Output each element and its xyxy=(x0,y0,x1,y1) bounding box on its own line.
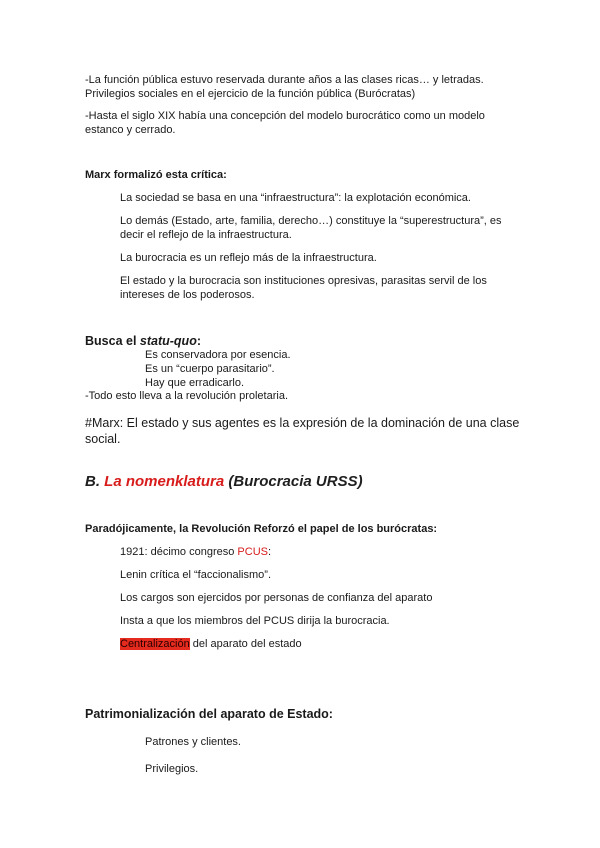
centralizacion-rest: del aparato del estado xyxy=(189,638,302,650)
marx-point-3: La burocracia es un reflejo más de la infraestructura. xyxy=(120,252,377,264)
statu-quo-title-prefix: Busca el xyxy=(85,334,140,348)
statu-quo-item-2: Es un “cuerpo parasitario”. xyxy=(145,363,275,375)
congress-suffix: : xyxy=(267,546,272,558)
congress-line xyxy=(120,545,271,559)
section-b-title-rest: (Burocracia URSS) xyxy=(228,473,363,490)
statu-quo-item-3: Hay que erradicarlo. xyxy=(145,377,245,389)
statu-quo-conclusion: -Todo esto lleva a la revolución proletaria. xyxy=(85,390,289,402)
marx-point-2a: Lo demás (Estado, arte, familia, derecho…) constituye la “superestructura”, es xyxy=(120,215,502,227)
centralizacion-line xyxy=(120,637,302,651)
centralizacion-highlight: Centralización xyxy=(120,638,190,650)
marx-point-1: La sociedad se basa en una “infraestructura”: la explotación económica. xyxy=(120,192,471,204)
marx-point-2b: decir el reflejo de la infraestructura. xyxy=(120,229,292,241)
marx-note-line-1: #Marx: El estado y sus agentes es la expresión de la dominación de una clase xyxy=(85,416,520,430)
patrimonializacion-item-2: Privilegios. xyxy=(145,763,199,775)
statu-quo-title xyxy=(85,333,201,349)
lenin-line: Lenin crítica el “faccionalismo”. xyxy=(120,569,272,581)
revolucion-title: Paradójicamente, la Revolución Reforzó el papel de los burócratas: xyxy=(85,523,438,535)
intro-line-1: -La función pública estuvo reservada durante años a las clases ricas… y letradas. xyxy=(85,74,484,86)
congress-party: PCUS xyxy=(237,546,268,558)
congress-prefix: 1921: décimo congreso xyxy=(120,546,238,558)
section-b-title-red: La nomenklatura xyxy=(104,473,225,490)
intro-line-2: Privilegios sociales en el ejercicio de la función pública (Burócratas) xyxy=(85,88,416,100)
intro-line-4: estanco y cerrado. xyxy=(85,124,176,136)
marx-point-4a: El estado y la burocracia son instituciones opresivas, parasitas servil de los xyxy=(120,275,487,287)
section-b-heading xyxy=(85,473,363,491)
marx-point-4b: intereses de los poderosos. xyxy=(120,289,255,301)
marx-note-line-2: social. xyxy=(85,432,121,446)
statu-quo-title-italic: statu-quo xyxy=(139,334,197,348)
cargos-line: Los cargos son ejercidos por personas de confianza del aparato xyxy=(120,592,433,604)
section-b-letter: B. xyxy=(85,473,100,490)
statu-quo-item-1: Es conservadora por esencia. xyxy=(145,349,291,361)
marx-section-title: Marx formalizó esta crítica: xyxy=(85,169,227,181)
insta-line: Insta a que los miembros del PCUS dirija la burocracia. xyxy=(120,615,390,627)
intro-line-3: -Hasta el siglo XIX había una concepción del modelo burocrático como un modelo xyxy=(85,110,485,122)
patrimonializacion-title: Patrimonialización del aparato de Estado: xyxy=(85,707,333,721)
statu-quo-title-suffix: : xyxy=(196,334,201,348)
patrimonializacion-item-1: Patrones y clientes. xyxy=(145,736,241,748)
